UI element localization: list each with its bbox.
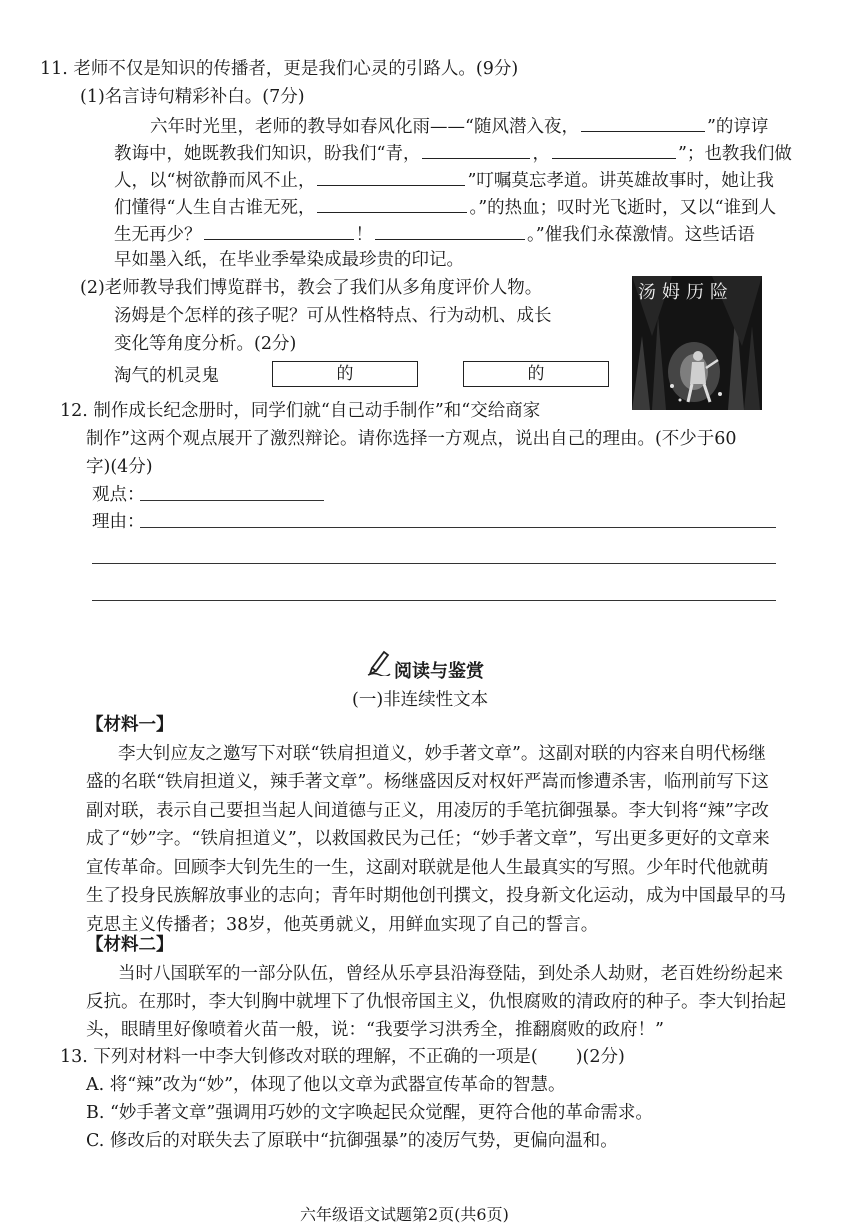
material1-line: 李大钊应友之邀写下对联“铁肩担道义，妙手著文章”。这副对联的内容来自明代杨继 [118,744,766,764]
page-footer: 六年级语文试题第2页(共6页) [300,1205,509,1224]
q13-stem: 13. 下列对材料一中李大钊修改对联的理解，不正确的一项是( )(2分) [60,1047,625,1067]
material2-line: 当时八国联军的一部分队伍，曾经从乐亭县沿海登陆，到处杀人劫财，老百姓纷纷起来 [118,964,783,984]
q11-part2-line-1: (2)老师教导我们博览群书，教会了我们从多角度评价人物。 [80,278,543,298]
q12-line-2: 制作”这两个观点展开了激烈辩论。请你选择一方观点，说出自己的理由。(不少于60 [86,429,737,449]
material1-line: 生了投身民族解放事业的志向；青年时期他创刊撰文，投身新文化运动，成为中国最早的马 [86,886,786,906]
illustration-title: 汤姆历险 [638,282,734,303]
q11-fill-line-5: 生无再少？ ！ 。”催我们永葆激情。这些话语 [114,221,755,247]
q11-fill-line-3: 人，以“树欲静而风不止， ”叮嘱莫忘孝道。讲英雄故事时，她让我 [114,167,774,193]
pencil-icon [366,648,392,676]
reason-answer-line-2[interactable] [92,563,776,564]
q12-viewpoint-label: 观点： [92,485,145,505]
answer-blank[interactable] [581,113,705,132]
material2-heading: 【材料二】 [86,935,174,955]
answer-box-2[interactable]: 的 [463,361,609,387]
q12-reason-label: 理由： [92,512,145,532]
answer-blank[interactable] [317,167,465,186]
answer-box-1[interactable]: 的 [272,361,418,387]
material1-line: 克思主义传播者；38岁，他英勇就义，用鲜血实现了自己的誓言。 [86,915,599,935]
material1-line: 副对联，表示自己要担当起人间道德与正义，用凌厉的手笔抗御强暴。李大钊将“辣”字改 [86,801,769,821]
q12-line-3: 字)(4分) [86,457,153,477]
material1-line: 成了“妙”字。“铁肩担道义”，以救国救民为己任；“妙手著文章”，写出更多更好的文章来 [86,829,770,849]
material2-line: 头，眼睛里好像喷着火苗一般，说：“我要学习洪秀全，推翻腐败的政府！” [86,1020,664,1040]
q11-part2-line-2: 汤姆是个怎样的孩子呢？可从性格特点、行为动机、成长 [114,306,552,326]
q13-option-c[interactable]: C. 修改后的对联失去了原联中“抗御强暴”的凌厉气势，更偏向温和。 [86,1131,618,1151]
reading-subtitle: (一)非连续性文本 [352,690,489,710]
q11-part2-line-3: 变化等角度分析。(2分) [114,334,297,354]
reason-answer-line-1[interactable] [140,527,776,528]
answer-blank[interactable] [204,221,354,240]
q11-title: 11. 老师不仅是知识的传播者，更是我们心灵的引路人。(9分) [40,59,519,79]
q11-fill-line-6: 早如墨入纸，在毕业季晕染成最珍贵的印记。 [114,250,464,270]
material1-line: 宣传革命。回顾李大钊先生的一生，这副对联就是他人生最真实的写照。少年时代他就萌 [86,858,769,878]
q11-part2-label: 淘气的机灵鬼 [114,366,219,386]
q12-line-1: 12. 制作成长纪念册时，同学们就“自己动手制作”和“交给商家 [60,401,541,421]
material2-line: 反抗。在那时，李大钊胸中就埋下了仇恨帝国主义，仇恨腐败的清政府的种子。李大钊抬起 [86,992,786,1012]
answer-blank[interactable] [375,221,525,240]
answer-blank[interactable] [317,194,467,213]
viewpoint-answer-line[interactable] [140,500,324,501]
q13-option-a[interactable]: A. 将“辣”改为“妙”，体现了他以文章为武器宣传革命的智慧。 [86,1075,566,1095]
answer-blank[interactable] [552,140,676,159]
material1-heading: 【材料一】 [86,715,174,735]
material1-line: 盛的名联“铁肩担道义，辣手著文章”。杨继盛因反对权奸严嵩而惨遭杀害，临刑前写下这 [86,772,769,792]
q11-fill-line-1: 六年时光里，老师的教导如春风化雨——“随风潜入夜， ”的谆谆 [150,113,768,139]
q11-part1-title: (1)名言诗句精彩补白。(7分) [80,87,305,107]
q11-fill-line-2: 教诲中，她既教我们知识，盼我们“青， ， ”；也教我们做 [114,140,792,166]
answer-blank[interactable] [422,140,530,159]
q11-fill-line-4: 们懂得“人生自古谁无死， 。”的热血；叹时光飞逝时，又以“谁到人 [114,194,776,220]
reason-answer-line-3[interactable] [92,600,776,601]
q13-option-b[interactable]: B. “妙手著文章”强调用巧妙的文字唤起民众觉醒，更符合他的革命需求。 [86,1103,653,1123]
reading-section-title: 阅读与鉴赏 [394,661,484,682]
book-cover-illustration [632,276,762,410]
